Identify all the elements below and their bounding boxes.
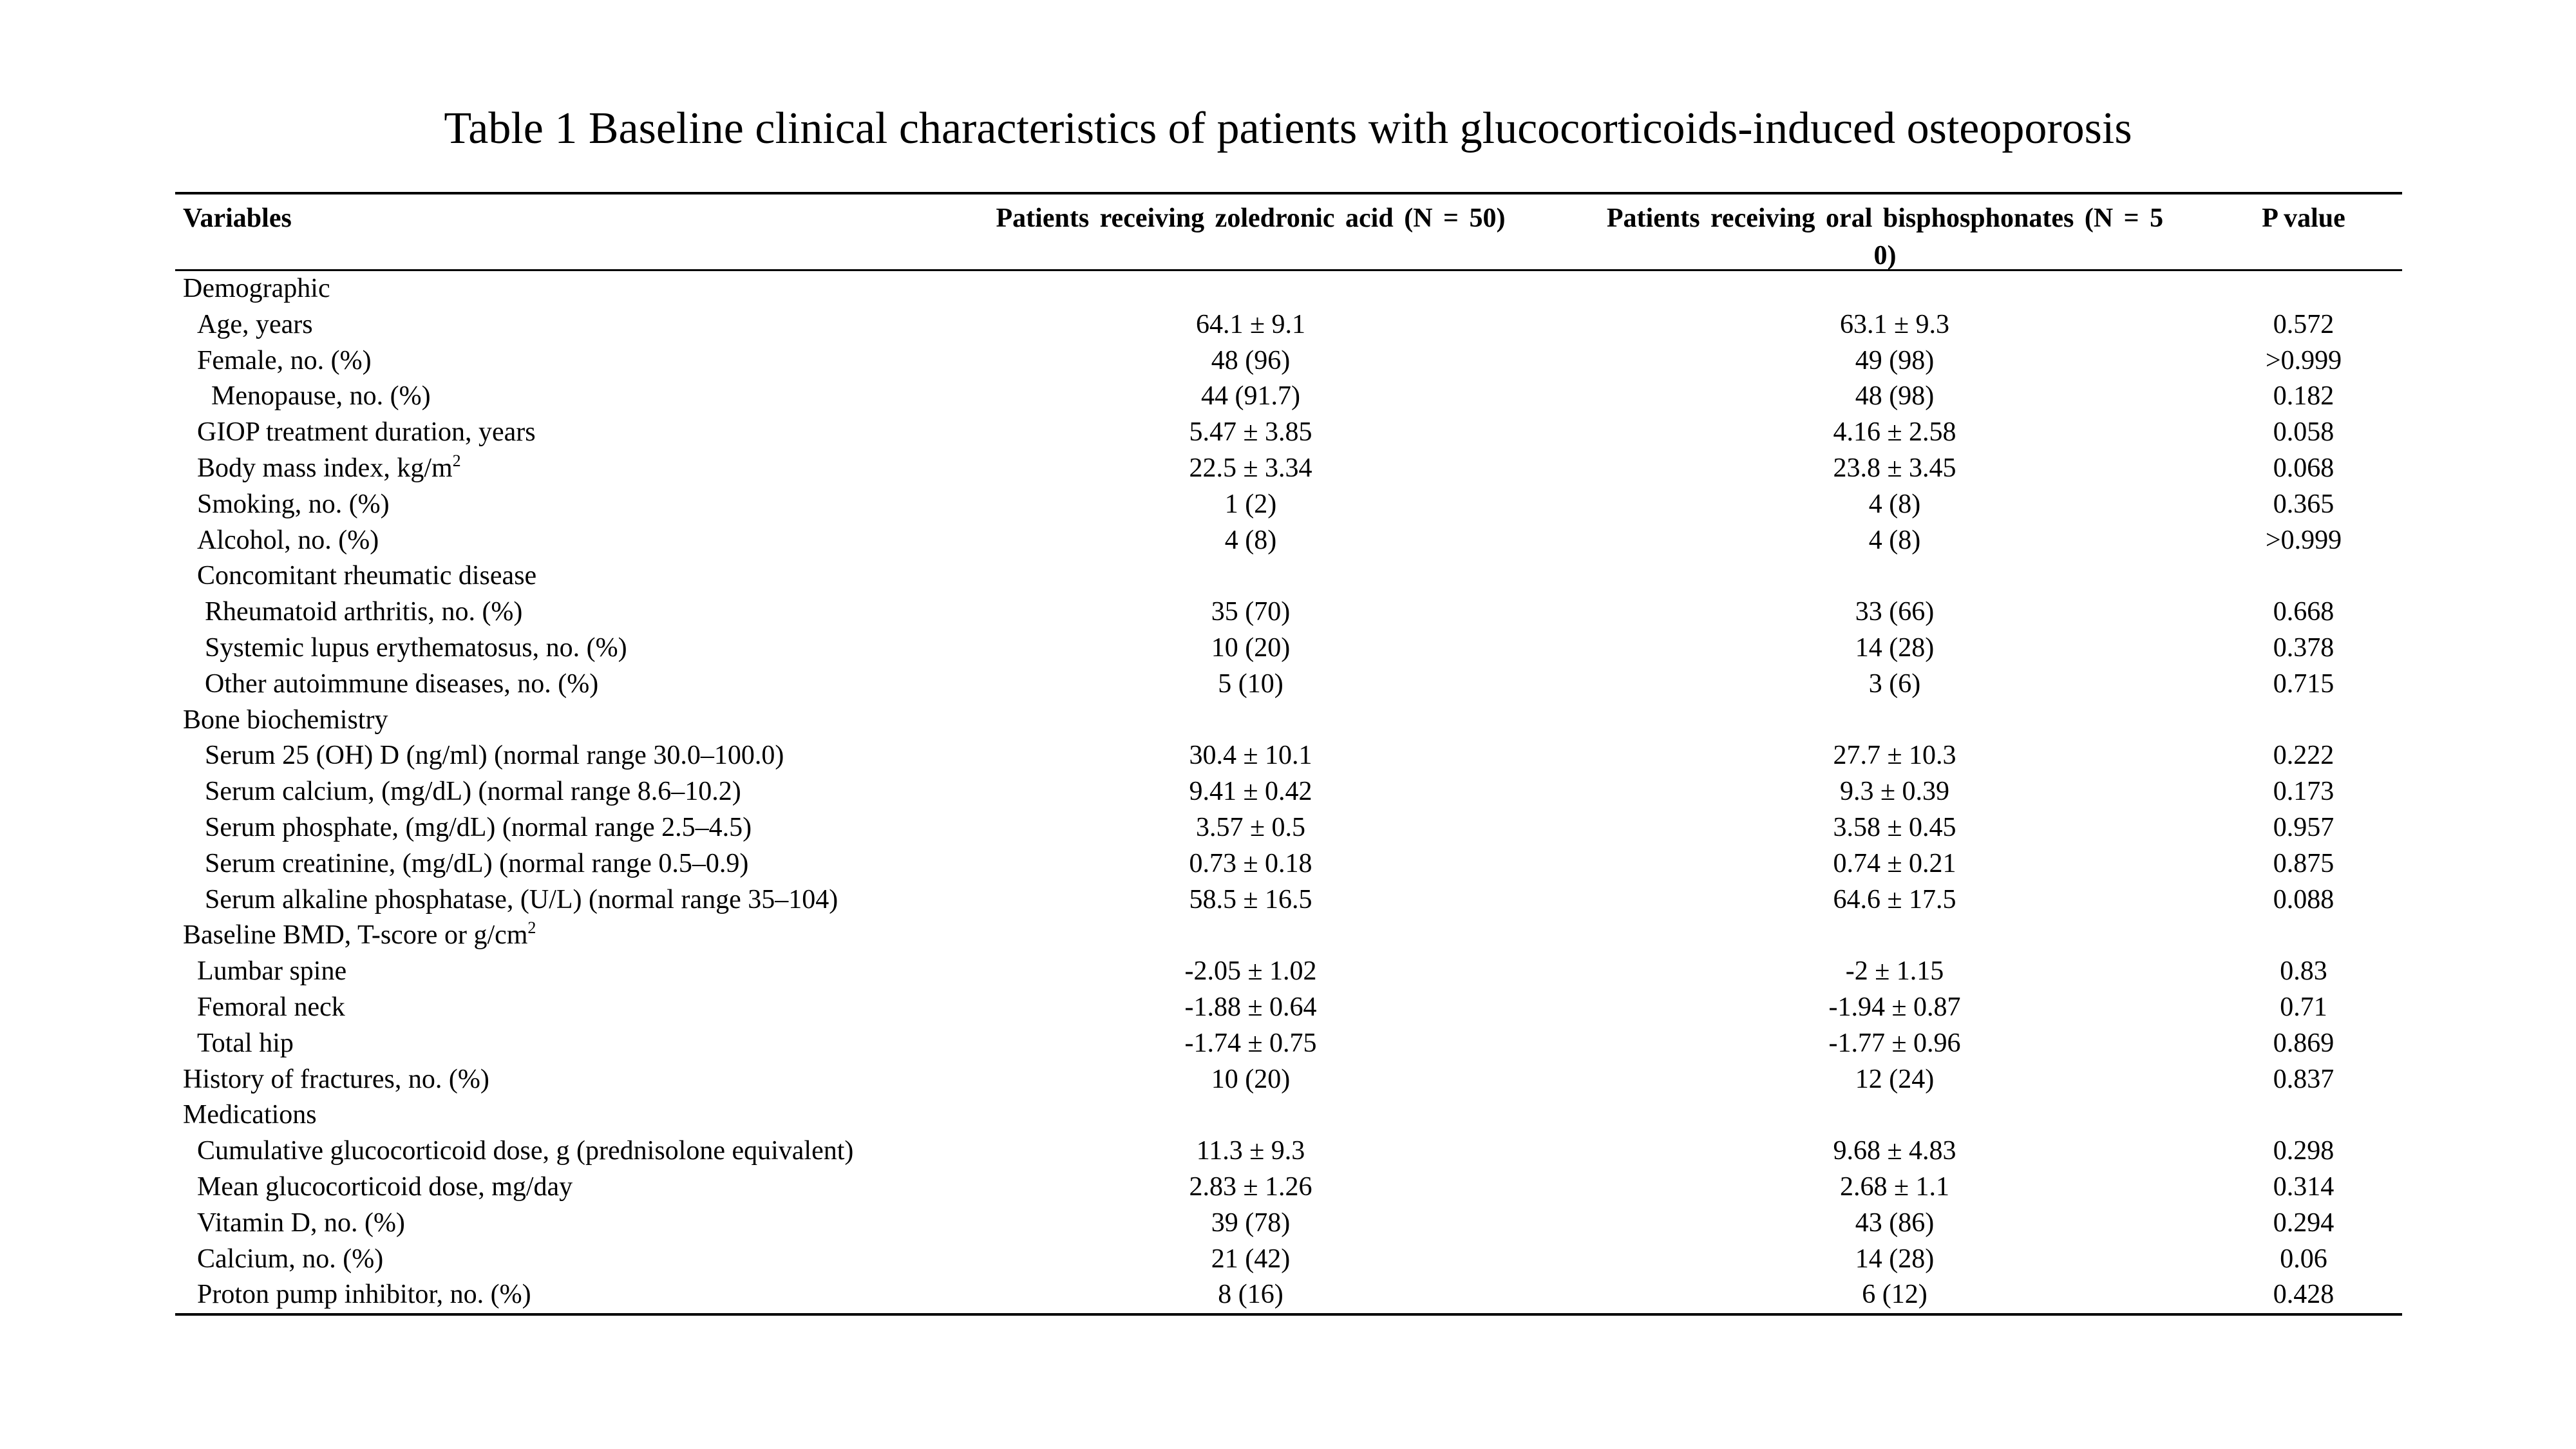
row-label [183,918,536,954]
cell-zoledronic: 21 (42) [1211,1244,1291,1274]
superscript: 2 [452,451,461,470]
table-row [175,487,2402,523]
cell-p-value: 0.058 [2273,417,2334,448]
cell-p-value: >0.999 [2265,345,2342,375]
cell-zoledronic: 0.73 ± 0.18 [1189,848,1312,878]
row-label-text: Body mass index, kg/m [197,453,453,483]
row-label: Other autoimmune diseases, no. (%) [205,668,599,699]
row-label: History of fractures, no. (%) [183,1064,489,1094]
row-label: Concomitant rheumatic disease [197,561,537,591]
cell-p-value: 0.71 [2280,992,2327,1022]
row-label: Demographic [183,274,330,303]
table-row [175,630,2402,667]
cell-zoledronic: 11.3 ± 9.3 [1196,1136,1305,1166]
cell-zoledronic: 58.5 ± 16.5 [1189,884,1312,914]
cell-zoledronic: 39 (78) [1211,1208,1291,1238]
cell-oral: 9.68 ± 4.83 [1833,1136,1956,1166]
row-label: Serum phosphate, (mg/dL) (normal range 2.5–4.5) [205,812,752,842]
table-row [175,594,2402,630]
cell-zoledronic: 30.4 ± 10.1 [1189,741,1312,771]
row-label: Proton pump inhibitor, no. (%) [197,1280,531,1310]
table-row [175,1097,2402,1133]
header-zoledronic: Patients receiving zoledronic acid (N = 50) [996,204,1506,233]
table-row [175,523,2402,559]
table-title: Table 1 Baseline clinical characteristics of patients with glucocorticoids-induced osteoporosis [444,104,2132,153]
cell-oral: 33 (66) [1855,597,1935,627]
cell-zoledronic: 35 (70) [1211,597,1291,627]
row-label: Cumulative glucocorticoid dose, g (prednisolone equivalent) [197,1136,854,1166]
cell-p-value: 0.088 [2273,884,2334,914]
table-row [175,918,2402,954]
row-label: Vitamin D, no. (%) [197,1208,405,1238]
cell-oral: 64.6 ± 17.5 [1833,884,1956,914]
table-row [175,1170,2402,1206]
cell-oral: 14 (28) [1855,1244,1935,1274]
cell-oral: 63.1 ± 9.3 [1839,309,1950,339]
cell-zoledronic: 44 (91.7) [1201,381,1300,412]
cell-zoledronic: 8 (16) [1218,1280,1283,1310]
table-row [175,1133,2402,1170]
cell-p-value: 0.06 [2280,1244,2327,1274]
cell-oral: 0.74 ± 0.21 [1833,848,1956,878]
table-row [175,343,2402,379]
cell-p-value: 0.068 [2273,453,2334,483]
row-label: Total hip [197,1028,294,1058]
cell-zoledronic: -1.74 ± 0.75 [1184,1028,1317,1058]
header-oral-line1: Patients receiving oral bisphosphonates (N = 5 [1606,204,2164,233]
row-label: Rheumatoid arthritis, no. (%) [205,597,523,627]
cell-oral: 12 (24) [1855,1064,1935,1094]
row-label: Femoral neck [197,992,345,1022]
table-row [175,1277,2402,1313]
cell-oral: 9.3 ± 0.39 [1839,777,1950,807]
table-row [175,703,2402,739]
cell-p-value: 0.837 [2273,1064,2334,1094]
table-row [175,810,2402,846]
table-row [175,271,2402,307]
row-label: GIOP treatment duration, years [197,417,536,448]
cell-oral: -1.77 ± 0.96 [1828,1028,1961,1058]
cell-oral: 23.8 ± 3.45 [1833,453,1956,483]
cell-oral: 27.7 ± 10.3 [1833,741,1956,771]
cell-oral: 48 (98) [1855,381,1935,412]
row-label: Calcium, no. (%) [197,1244,384,1274]
table-row [175,846,2402,882]
cell-p-value: >0.999 [2265,525,2342,555]
cell-p-value: 0.715 [2273,668,2334,699]
cell-oral: -1.94 ± 0.87 [1828,992,1961,1022]
cell-zoledronic: 10 (20) [1211,1064,1291,1094]
row-label: Menopause, no. (%) [211,381,431,412]
cell-zoledronic: 48 (96) [1211,345,1291,375]
cell-zoledronic: 1 (2) [1224,489,1277,519]
cell-p-value: 0.875 [2273,848,2334,878]
cell-zoledronic: 2.83 ± 1.26 [1189,1171,1312,1202]
characteristics-table [175,192,2402,1316]
cell-oral: 43 (86) [1855,1208,1935,1238]
table-row [175,451,2402,487]
row-label: Smoking, no. (%) [197,489,390,519]
superscript: 2 [527,918,536,938]
cell-oral: 4 (8) [1868,489,1921,519]
cell-zoledronic: -1.88 ± 0.64 [1184,992,1317,1022]
row-label [197,451,461,487]
cell-p-value: 0.668 [2273,597,2334,627]
cell-p-value: 0.173 [2273,777,2334,807]
cell-p-value: 0.222 [2273,741,2334,771]
row-label-text: Baseline BMD, T-score or g/cm [183,920,528,951]
cell-p-value: 0.869 [2273,1028,2334,1058]
table-row [175,954,2402,990]
table-row [175,558,2402,594]
cell-p-value: 0.957 [2273,812,2334,842]
cell-oral: 3 (6) [1868,668,1921,699]
table-row [175,738,2402,774]
header-oral-line2: 0) [1873,241,1897,270]
cell-p-value: 0.365 [2273,489,2334,519]
cell-oral: 2.68 ± 1.1 [1839,1171,1950,1202]
row-label: Serum creatinine, (mg/dL) (normal range 0.5–0.9) [205,848,749,878]
cell-p-value: 0.428 [2273,1280,2334,1310]
table-row [175,1206,2402,1242]
cell-oral: 4 (8) [1868,525,1921,555]
table-header [175,194,2402,269]
cell-zoledronic: 3.57 ± 0.5 [1195,812,1306,842]
cell-zoledronic: 9.41 ± 0.42 [1189,777,1312,807]
cell-p-value: 0.294 [2273,1208,2334,1238]
cell-zoledronic: 22.5 ± 3.34 [1189,453,1312,483]
cell-zoledronic: 4 (8) [1224,525,1277,555]
table-row [175,1242,2402,1278]
cell-p-value: 0.83 [2280,956,2327,987]
table-row [175,379,2402,415]
cell-oral: 49 (98) [1855,345,1935,375]
cell-zoledronic: 10 (20) [1211,632,1291,663]
table-row [175,882,2402,918]
bottom-rule [175,1313,2402,1316]
table-body [175,271,2402,1313]
row-label: Serum alkaline phosphatase, (U/L) (normal range 35–104) [205,884,838,914]
cell-oral: 14 (28) [1855,632,1935,663]
cell-oral: -2 ± 1.15 [1845,956,1944,987]
cell-oral: 4.16 ± 2.58 [1833,417,1956,448]
cell-p-value: 0.298 [2273,1136,2334,1166]
cell-oral: 3.58 ± 0.45 [1833,812,1956,842]
table-row [175,990,2402,1026]
row-label: Bone biochemistry [183,705,388,735]
table-row [175,307,2402,343]
cell-zoledronic: 5.47 ± 3.85 [1189,417,1312,448]
row-label: Systemic lupus erythematosus, no. (%) [205,632,627,663]
row-label: Lumbar spine [197,956,347,987]
cell-zoledronic: -2.05 ± 1.02 [1184,956,1317,987]
row-label: Serum calcium, (mg/dL) (normal range 8.6–10.2) [205,777,741,807]
cell-oral: 6 (12) [1862,1280,1927,1310]
row-label: Serum 25 (OH) D (ng/ml) (normal range 30.0–100.0) [205,741,784,771]
table-row [175,774,2402,810]
table-row [175,415,2402,451]
header-oral-bisphosphonates [1560,200,2210,274]
table-row [175,1062,2402,1098]
row-label: Age, years [197,309,313,339]
cell-zoledronic: 5 (10) [1218,668,1283,699]
cell-p-value: 0.378 [2273,632,2334,663]
table-row [175,1026,2402,1062]
cell-p-value: 0.572 [2273,309,2334,339]
header-p-value: P value [2262,204,2345,233]
row-label: Mean glucocorticoid dose, mg/day [197,1171,573,1202]
header-variables: Variables [183,204,292,233]
cell-p-value: 0.182 [2273,381,2334,412]
row-label: Alcohol, no. (%) [197,525,379,555]
row-label: Medications [183,1100,317,1130]
cell-p-value: 0.314 [2273,1171,2334,1202]
cell-zoledronic: 64.1 ± 9.1 [1195,309,1306,339]
row-label: Female, no. (%) [197,345,372,375]
table-row [175,667,2402,703]
